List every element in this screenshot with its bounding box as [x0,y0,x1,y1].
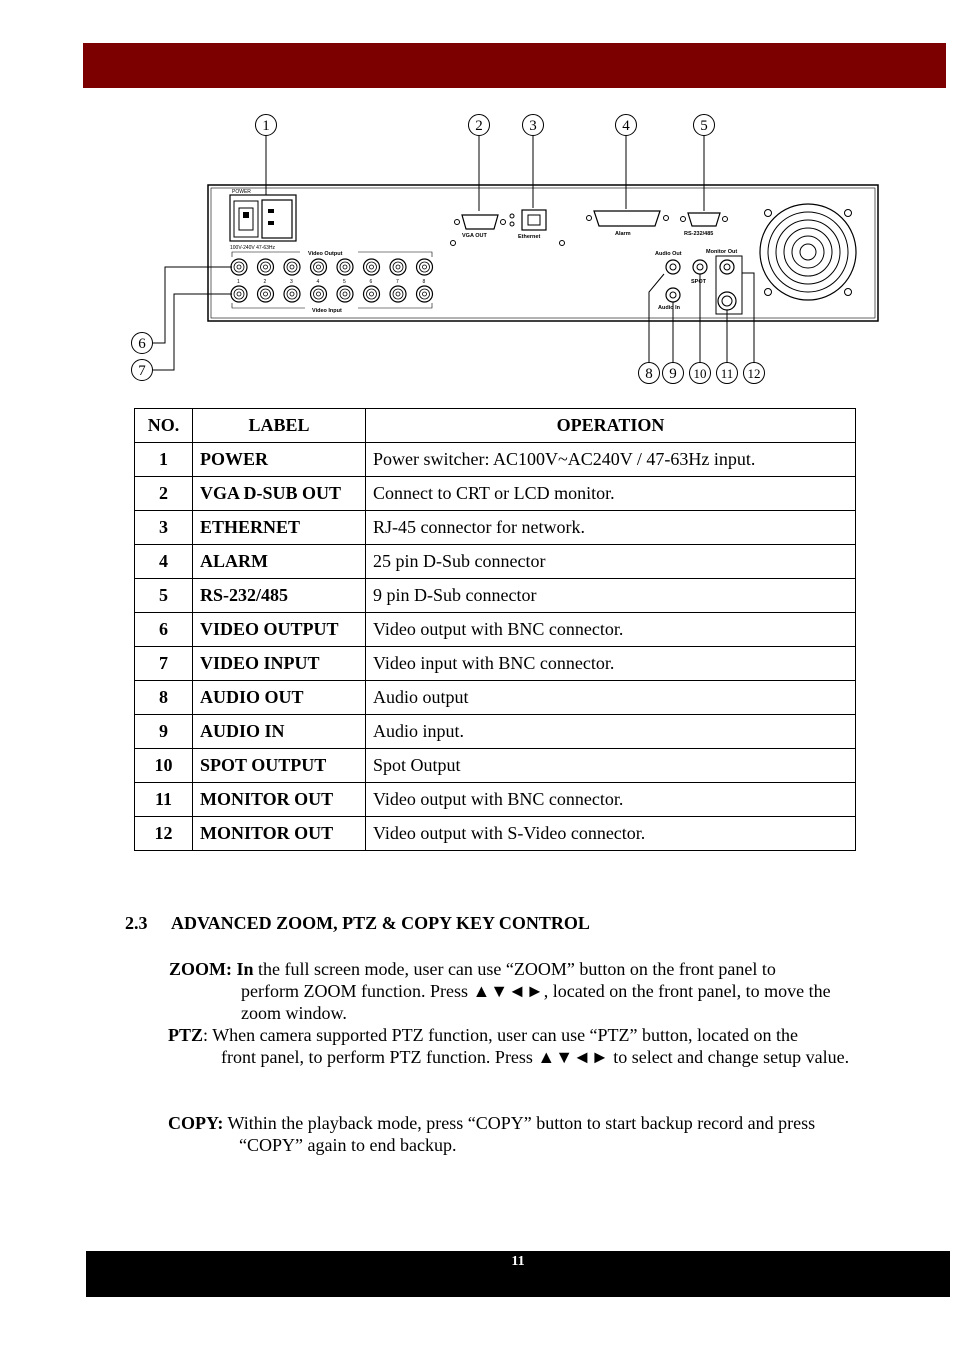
table-row [135,681,856,715]
table-row [135,511,856,545]
callout-10 [690,363,711,384]
cell-operation: Power switcher: AC100V~AC240V / 47-63Hz input. [366,443,856,477]
channel-number: 8 [422,279,426,285]
cell-label: AUDIO OUT [193,681,366,715]
cell-label: ETHERNET [193,511,366,545]
channel-number: 6 [369,279,373,285]
header-no: NO. [135,409,193,443]
table-row [135,715,856,749]
header-label: LABEL [193,409,366,443]
vga-out-label: VGA OUT [462,233,487,239]
header-operation: OPERATION [366,409,856,443]
footer-band [86,1251,950,1297]
cell-label: RS-232/485 [193,579,366,613]
channel-number: 7 [396,279,399,285]
callout-6 [132,333,153,354]
cell-no: 10 [135,749,193,783]
rear-panel-svg [120,105,890,395]
cell-label: MONITOR OUT [193,817,366,851]
cell-no: 2 [135,477,193,511]
cell-no: 7 [135,647,193,681]
cell-operation: Spot Output [366,749,856,783]
copy-first-line: Within the playback mode, press “COPY” button to start backup record and press [223,1113,816,1133]
ptz-first-line: : When camera supported PTZ function, user can use “PTZ” button, located on the [203,1025,798,1045]
callout-number: 8 [645,366,653,382]
power-rating: 100V-240V 47-63Hz [230,245,276,251]
callout-number: 11 [720,366,734,381]
table-row [135,545,856,579]
audio-out-label: Audio Out [655,251,682,257]
video-input-label: Video Input [312,308,342,314]
callout-2 [469,115,490,136]
cell-operation: Audio output [366,681,856,715]
cell-operation: 25 pin D-Sub connector [366,545,856,579]
channel-number: 3 [290,279,293,285]
cell-operation: 9 pin D-Sub connector [366,579,856,613]
callout-3 [523,115,544,136]
ptz-rest: front panel, to perform PTZ function. Press ▲▼◄► to select and change setup value. [221,1047,850,1067]
table-row [135,613,856,647]
channel-number: 1 [237,279,240,285]
video-output-label: Video Output [308,251,343,257]
cell-operation: Video output with BNC connector. [366,783,856,817]
callout-12 [744,363,765,384]
ptz-paragraph [168,1024,858,1068]
table-row [135,817,856,851]
channel-number: 4 [316,279,320,285]
callout-number: 12 [747,366,761,381]
cell-no: 3 [135,511,193,545]
channel-number: 2 [263,279,267,285]
table-header-row [135,409,856,443]
channel-number: 5 [343,279,346,285]
cell-label: SPOT OUTPUT [193,749,366,783]
callout-4 [616,115,637,136]
table-row [135,477,856,511]
zoom-paragraph [169,958,859,1024]
audio-in-label: Audio In [658,305,680,311]
ptz-term: PTZ [168,1025,204,1045]
table-row [135,647,856,681]
ethernet-label: Ethernet [518,234,541,240]
cell-operation: RJ-45 connector for network. [366,511,856,545]
cell-no: 6 [135,613,193,647]
copy-rest: “COPY” again to end backup. [239,1135,457,1155]
zoom-rest: perform ZOOM function. Press ▲▼◄►, located on the front panel, to move the zoom window. [241,981,831,1023]
table-row [135,783,856,817]
callout-number: 2 [475,118,483,134]
cell-no: 11 [135,783,193,817]
copy-paragraph [168,1112,888,1156]
cell-no: 4 [135,545,193,579]
callout-number: 4 [622,118,630,134]
cell-label: MONITOR OUT [193,783,366,817]
cell-label: VIDEO INPUT [193,647,366,681]
callout-number: 7 [138,363,146,379]
cell-operation: Video output with BNC connector. [366,613,856,647]
cell-operation: Video output with S-Video connector. [366,817,856,851]
section-heading [125,913,590,934]
cell-no: 5 [135,579,193,613]
callout-number: 1 [262,118,270,134]
cell-operation: Audio input. [366,715,856,749]
cell-no: 9 [135,715,193,749]
zoom-first-line: the full screen mode, user can use “ZOOM” button on the front panel to [253,959,776,979]
cell-label: POWER [193,443,366,477]
spot-label: SPOT [691,279,706,285]
callout-number: 5 [700,118,708,134]
spec-table [134,408,856,851]
cell-no: 8 [135,681,193,715]
callout-number: 9 [669,366,677,382]
cell-label: VGA D-SUB OUT [193,477,366,511]
callout-number: 3 [529,118,537,134]
cell-label: ALARM [193,545,366,579]
table-row [135,749,856,783]
cell-no: 12 [135,817,193,851]
rear-panel-diagram [120,105,890,395]
callout-number: 10 [693,366,707,381]
table-row [135,443,856,477]
callout-1 [256,115,277,136]
section-title: ADVANCED ZOOM, PTZ & COPY KEY CONTROL [171,913,590,933]
callout-8 [639,363,660,384]
callout-11 [717,363,738,384]
monitor-out-label: Monitor Out [706,249,738,255]
table-row [135,579,856,613]
page-number: 11 [511,1254,525,1269]
callout-9 [663,363,684,384]
rs232-label: RS-232/485 [684,231,714,237]
cell-label: AUDIO IN [193,715,366,749]
cell-no: 1 [135,443,193,477]
callout-number: 6 [138,336,146,352]
section-number: 2.3 [125,913,148,933]
callout-5 [694,115,715,136]
cell-operation: Video input with BNC connector. [366,647,856,681]
header-band [83,43,946,88]
zoom-term: ZOOM: In [169,959,254,979]
cell-operation: Connect to CRT or LCD monitor. [366,477,856,511]
callout-7 [132,360,153,381]
cell-label: VIDEO OUTPUT [193,613,366,647]
table-body [135,443,856,851]
copy-term: COPY: [168,1113,224,1133]
power-label: POWER [232,189,251,195]
alarm-label: Alarm [615,231,631,237]
